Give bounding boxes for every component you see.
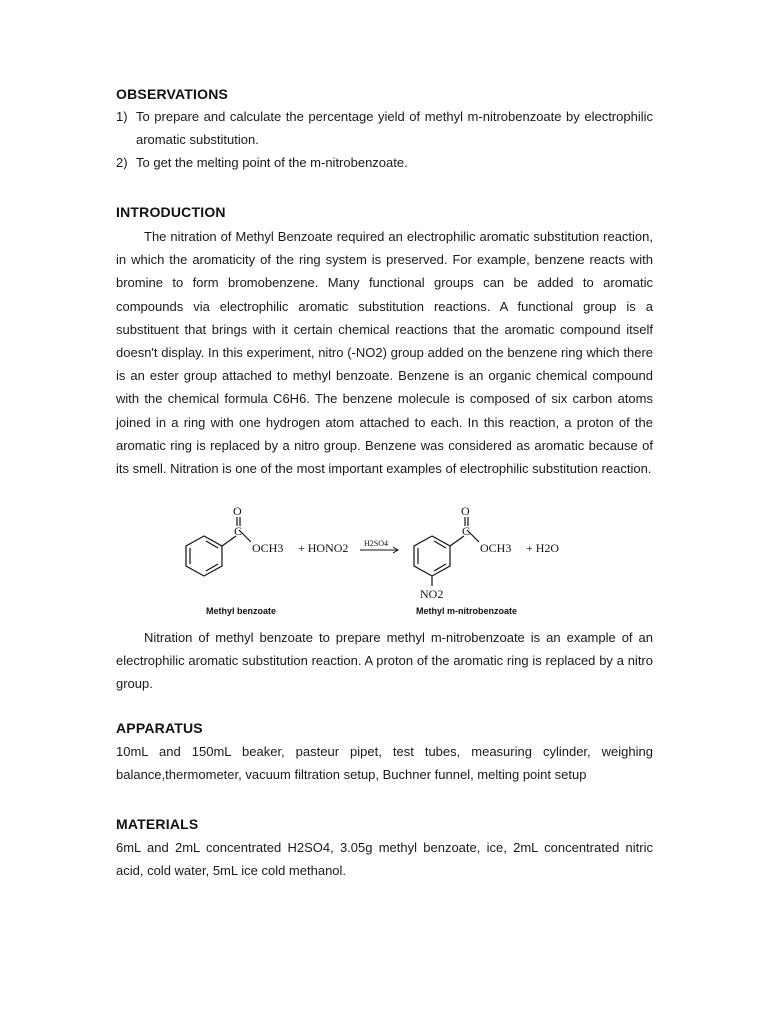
catalyst-label: H2SO4 bbox=[364, 539, 389, 548]
byproduct-water: + H2O bbox=[526, 541, 560, 555]
apparatus-section bbox=[116, 720, 653, 786]
materials-text: 6mL and 2mL concentrated H2SO4, 3.05g methyl benzoate, ice, 2mL concentrated nitric acid, cold water, 5mL ice cold methanol. bbox=[116, 840, 653, 879]
label-methyl-benzoate: Methyl benzoate bbox=[206, 606, 277, 616]
objective-number: 2) bbox=[116, 155, 128, 170]
reactant-carbonyl-carbon: C bbox=[234, 524, 243, 538]
materials-section bbox=[116, 816, 653, 882]
apparatus-heading: APPARATUS bbox=[116, 720, 203, 736]
introduction-paragraph: The nitration of Methyl Benzoate required an electrophilic aromatic substitution reaction, in which the aromaticity of the ring system is preserved. For example, benzene reacts with bromine to form bromobenzene. Many functional groups can be added to aromatic compounds via electrophilic aromatic substitution reactions. A functional group is a substituent that brings with it certain chemical reactions that the aromatic compound itself doesn't display. In this experiment, nitro (-NO2) group added on the benzene ring which there is an ester group attached to methyl benzoate. Benzene is an organic chemical compound with the chemical formula C6H6. The benzene molecule is composed of six carbon atoms joined in a ring with one hydrogen atom attached to each. In this reaction, a proton of the aromatic ring is replaced by a nitro group. Benzene was considered as aromatic because of its smell. Nitration is one of the most important examples of electrophilic substitution reaction. bbox=[116, 229, 653, 477]
introduction-section bbox=[116, 204, 653, 480]
reactant-carbonyl-oxygen: O bbox=[233, 506, 242, 518]
product-carbonyl-oxygen: O bbox=[461, 506, 470, 518]
materials-heading: MATERIALS bbox=[116, 816, 199, 832]
label-methyl-m-nitrobenzoate: Methyl m-nitrobenzoate bbox=[416, 606, 518, 616]
apparatus-text: 10mL and 150mL beaker, pasteur pipet, test tubes, measuring cylinder, weighing balance,thermometer, vacuum filtration setup, Buchner funnel, melting point setup bbox=[116, 744, 653, 783]
objectives-list bbox=[116, 105, 653, 174]
introduction-heading: INTRODUCTION bbox=[116, 204, 226, 220]
introduction-continued bbox=[116, 626, 653, 696]
reactant-methoxy: OCH3 bbox=[252, 541, 284, 555]
objective-number: 1) bbox=[116, 109, 128, 124]
reaction-scheme bbox=[176, 506, 596, 616]
product-carbonyl-carbon: C bbox=[462, 524, 471, 538]
observations-heading: OBSERVATIONS bbox=[116, 86, 229, 102]
introduction-paragraph-2: Nitration of methyl benzoate to prepare methyl m-nitrobenzoate is an example of an electrophilic aromatic substitution reaction. A proton of the aromatic ring is replaced by a nitro group. bbox=[116, 630, 653, 692]
objective-text: To prepare and calculate the percentage yield of methyl m-nitrobenzoate by electrophilic aromatic substitution. bbox=[136, 109, 653, 147]
objective-item bbox=[116, 151, 653, 174]
nitro-group: NO2 bbox=[420, 587, 444, 601]
reagent-nitric-acid: + HONO2 bbox=[298, 541, 349, 555]
objective-item bbox=[116, 105, 653, 151]
objective-text: To get the melting point of the m-nitrobenzoate. bbox=[136, 155, 408, 170]
product-methoxy: OCH3 bbox=[480, 541, 512, 555]
observations-section bbox=[116, 86, 653, 174]
